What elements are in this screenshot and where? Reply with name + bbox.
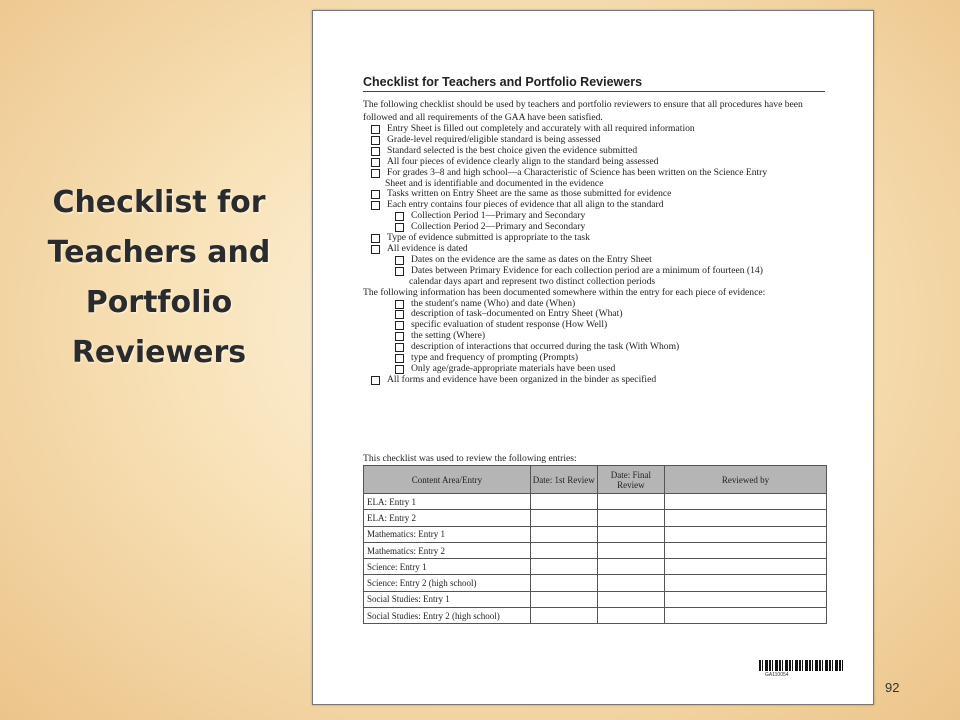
column-header: Date: Final Review: [597, 466, 664, 494]
checklist-item: All evidence is dated: [371, 244, 841, 255]
table-row: [364, 591, 827, 607]
checkbox-icon[interactable]: [395, 354, 404, 363]
entry-cell: Mathematics: Entry 1: [364, 526, 531, 542]
checklist-item: Grade-level required/eligible standard is being assessed: [371, 135, 841, 146]
table-row: [364, 494, 827, 510]
entry-cell: Science: Entry 2 (high school): [364, 575, 531, 591]
checklist-subitem: specific evaluation of student response (How Well): [371, 320, 841, 331]
checklist-item: For grades 3–8 and high school—a Characteristic of Science has been written on the Science Entry: [371, 168, 841, 179]
checkbox-icon[interactable]: [395, 321, 404, 330]
checklist-heading: The following information has been documented somewhere within the entry for each piece of evidence:: [363, 286, 766, 298]
first-review-date-cell[interactable]: [530, 575, 597, 591]
checkbox-icon[interactable]: [395, 212, 404, 221]
column-header: Reviewed by: [664, 466, 826, 494]
intro-paragraph: The following checklist should be used by teachers and portfolio reviewers to ensure that all procedures have been followed and all requirements of the GAA have been satisfied.: [363, 99, 803, 123]
checkbox-icon[interactable]: [395, 343, 404, 352]
slide-title: [28, 178, 290, 378]
checklist-item: Tasks written on Entry Sheet are the same as those submitted for evidence: [371, 189, 841, 200]
checkbox-icon[interactable]: [395, 310, 404, 319]
checklist: [363, 123, 841, 386]
slide-title-line: Reviewers: [71, 335, 247, 370]
document-title: Checklist for Teachers and Portfolio Reviewers: [363, 75, 825, 92]
checkbox-icon[interactable]: [371, 147, 380, 156]
checklist-item: Entry Sheet is filled out completely and accurately with all required information: [371, 124, 841, 135]
column-header: Date: 1st Review: [530, 466, 597, 494]
column-header: Content Area/Entry: [364, 466, 531, 494]
checklist-subitem: type and frequency of prompting (Prompts): [371, 353, 841, 364]
checkbox-icon[interactable]: [395, 300, 404, 309]
reviewed-by-cell[interactable]: [664, 542, 826, 558]
first-review-date-cell[interactable]: [530, 542, 597, 558]
checkbox-icon[interactable]: [371, 201, 380, 210]
entry-cell: Social Studies: Entry 1: [364, 591, 531, 607]
checkbox-icon[interactable]: [371, 125, 380, 134]
checklist-item: Type of evidence submitted is appropriate to the task: [371, 233, 841, 244]
final-review-date-cell[interactable]: [597, 526, 664, 542]
first-review-date-cell[interactable]: [530, 591, 597, 607]
checklist-item: All forms and evidence have been organized in the binder as specified: [371, 375, 841, 386]
table-row: [364, 526, 827, 542]
barcode-number: GA110054: [765, 672, 789, 678]
summary-label: This checklist was used to review the following entries:: [363, 453, 577, 464]
checklist-subitem: the setting (Where): [371, 331, 841, 342]
slide-title-line: Teachers and: [47, 235, 271, 270]
checkbox-icon[interactable]: [395, 256, 404, 265]
barcode-icon: [759, 660, 843, 671]
checklist-subitem: Only age/grade-appropriate materials have been used: [371, 364, 841, 375]
checklist-item-continuation: Sheet and is identifiable and documented in the evidence: [385, 177, 604, 189]
reviewed-by-cell[interactable]: [664, 591, 826, 607]
entry-cell: Social Studies: Entry 2 (high school): [364, 608, 531, 624]
checkbox-icon[interactable]: [371, 245, 380, 254]
first-review-date-cell[interactable]: [530, 608, 597, 624]
first-review-date-cell[interactable]: [530, 559, 597, 575]
reviewed-by-cell[interactable]: [664, 494, 826, 510]
first-review-date-cell[interactable]: [530, 526, 597, 542]
entry-cell: ELA: Entry 1: [364, 494, 531, 510]
checkbox-icon[interactable]: [395, 267, 404, 276]
checkbox-icon[interactable]: [371, 136, 380, 145]
final-review-date-cell[interactable]: [597, 575, 664, 591]
checklist-subitem: the student's name (Who) and date (When): [371, 299, 841, 310]
checkbox-icon[interactable]: [395, 223, 404, 232]
final-review-date-cell[interactable]: [597, 510, 664, 526]
checklist-item: Each entry contains four pieces of evidence that all align to the standard: [371, 200, 841, 211]
checklist-item: All four pieces of evidence clearly align to the standard being assessed: [371, 157, 841, 168]
document-page: [312, 10, 874, 705]
final-review-date-cell[interactable]: [597, 542, 664, 558]
checkbox-icon[interactable]: [395, 365, 404, 374]
final-review-date-cell[interactable]: [597, 494, 664, 510]
checklist-subitem: description of task–documented on Entry Sheet (What): [371, 309, 841, 320]
reviewed-by-cell[interactable]: [664, 559, 826, 575]
entry-cell: Science: Entry 1: [364, 559, 531, 575]
table-row: [364, 542, 827, 558]
reviewed-by-cell[interactable]: [664, 510, 826, 526]
table-header-row: [364, 466, 827, 494]
checklist-subitem: Collection Period 1—Primary and Secondary: [371, 211, 841, 222]
checkbox-icon[interactable]: [395, 332, 404, 341]
table-row: [364, 510, 827, 526]
checkbox-icon[interactable]: [371, 234, 380, 243]
review-table: [363, 465, 827, 624]
checklist-item: Standard selected is the best choice given the evidence submitted: [371, 146, 841, 157]
table-row: [364, 608, 827, 624]
checkbox-icon[interactable]: [371, 376, 380, 385]
reviewed-by-cell[interactable]: [664, 575, 826, 591]
checkbox-icon[interactable]: [371, 169, 380, 178]
entry-cell: Mathematics: Entry 2: [364, 542, 531, 558]
checklist-subitem: description of interactions that occurred during the task (With Whom): [371, 342, 841, 353]
checklist-subitem-continuation: calendar days apart and represent two distinct collection periods: [409, 275, 656, 287]
first-review-date-cell[interactable]: [530, 510, 597, 526]
final-review-date-cell[interactable]: [597, 591, 664, 607]
checklist-subitem: Collection Period 2—Primary and Secondary: [371, 222, 841, 233]
reviewed-by-cell[interactable]: [664, 526, 826, 542]
checkbox-icon[interactable]: [371, 190, 380, 199]
reviewed-by-cell[interactable]: [664, 608, 826, 624]
final-review-date-cell[interactable]: [597, 559, 664, 575]
table-row: [364, 559, 827, 575]
checkbox-icon[interactable]: [371, 158, 380, 167]
slide-page-number: 92: [885, 680, 900, 695]
entry-cell: ELA: Entry 2: [364, 510, 531, 526]
checklist-subitem: Dates between Primary Evidence for each collection period are a minimum of fourteen (14): [371, 266, 841, 277]
slide-title-line: Checklist for: [52, 185, 266, 220]
checklist-subitem: Dates on the evidence are the same as dates on the Entry Sheet: [371, 255, 841, 266]
slide-title-line: Portfolio: [85, 285, 233, 320]
table-row: [364, 575, 827, 591]
first-review-date-cell[interactable]: [530, 494, 597, 510]
final-review-date-cell[interactable]: [597, 608, 664, 624]
